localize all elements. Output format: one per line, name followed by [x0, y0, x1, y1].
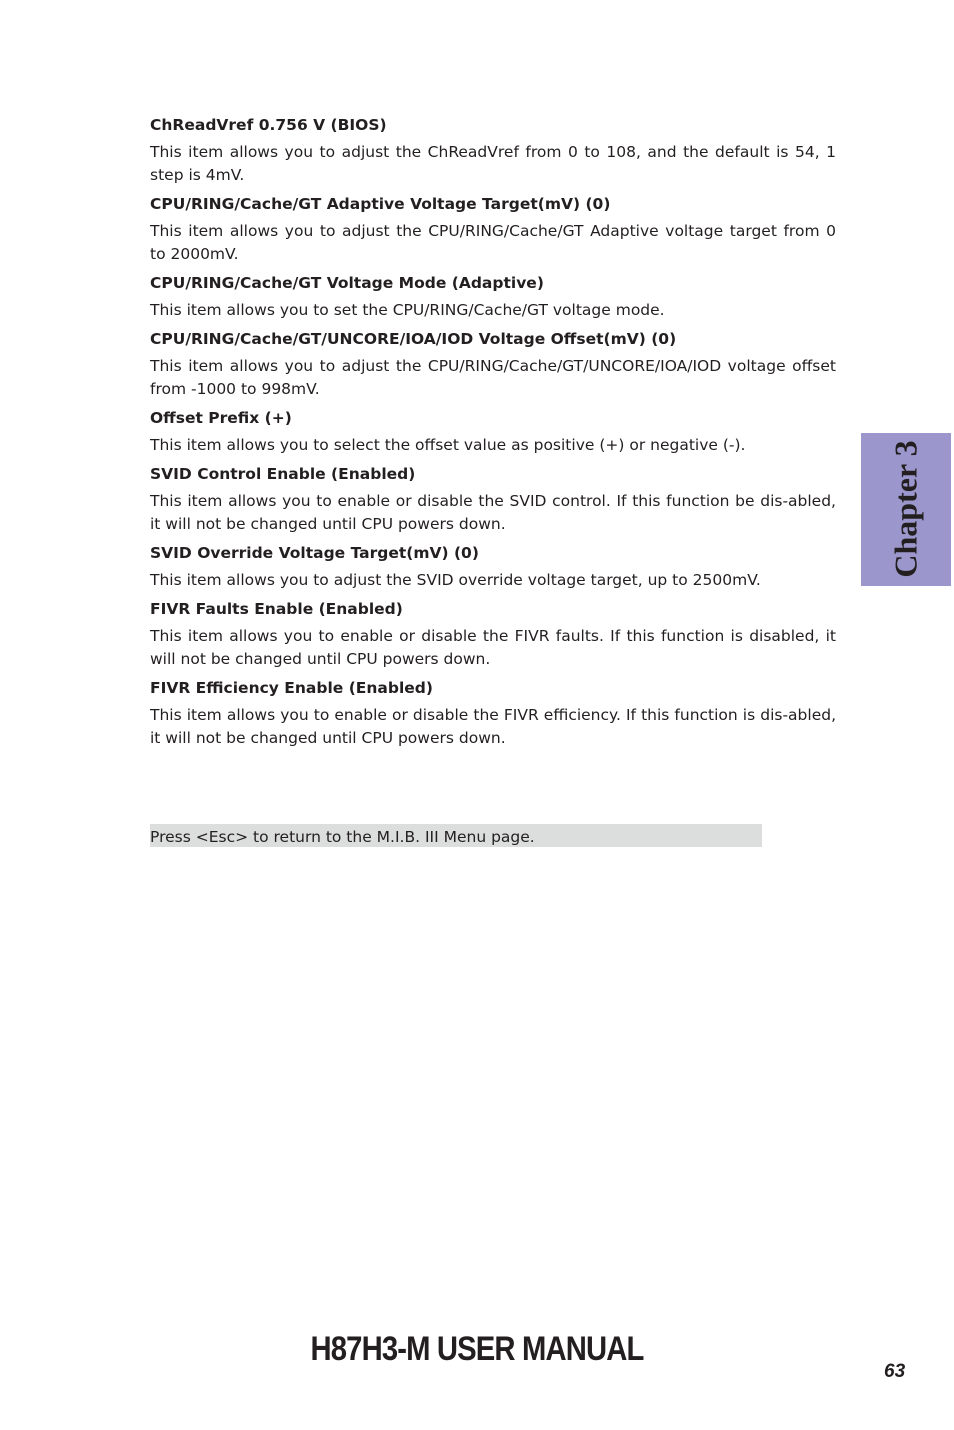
setting-item-fivr-efficiency — [150, 677, 836, 750]
setting-item-voltage-mode — [150, 272, 836, 322]
setting-title: CPU/RING/Cache/GT Adaptive Voltage Target(mV) (0) — [150, 195, 611, 213]
setting-description: This item allows you to set the CPU/RING/Cache/GT voltage mode. — [150, 301, 665, 319]
chapter-tab — [861, 433, 951, 586]
page-number: 63 — [884, 1361, 906, 1382]
setting-description: This item allows you to adjust the CPU/RING/Cache/GT Adaptive voltage target from 0 to 2000mV. — [150, 222, 836, 263]
setting-description: This item allows you to enable or disable the SVID control. If this function be dis-abled, it will not be changed until CPU powers down. — [150, 492, 836, 533]
setting-description: This item allows you to adjust the CPU/RING/Cache/GT/UNCORE/IOA/IOD voltage offset from -1000 to 998mV. — [150, 357, 836, 398]
chapter-label: Chapter 3 — [887, 440, 924, 578]
setting-title: FIVR Faults Enable (Enabled) — [150, 600, 403, 618]
setting-title: ChReadVref 0.756 V (BIOS) — [150, 116, 387, 134]
setting-description: This item allows you to select the offset value as positive (+) or negative (-). — [150, 436, 746, 454]
setting-title: SVID Control Enable (Enabled) — [150, 465, 416, 483]
setting-item-svid-override — [150, 542, 836, 592]
setting-item-svid-control — [150, 463, 836, 536]
manual-title: H87H3-M USER MANUAL — [310, 1330, 644, 1368]
setting-description: This item allows you to adjust the ChReadVref from 0 to 108, and the default is 54, 1 step is 4mV. — [150, 143, 836, 184]
esc-return-note: Press <Esc> to return to the M.I.B. III Menu page. — [150, 824, 762, 847]
setting-description: This item allows you to enable or disable the FIVR efficiency. If this function is dis-abled, it will not be changed until CPU powers down. — [150, 706, 836, 747]
setting-description: This item allows you to enable or disable the FIVR faults. If this function is disabled, it will not be changed until CPU powers down. — [150, 627, 836, 668]
setting-title: FIVR Efficiency Enable (Enabled) — [150, 679, 433, 697]
setting-item-offset-prefix — [150, 407, 836, 457]
setting-title: CPU/RING/Cache/GT/UNCORE/IOA/IOD Voltage Offset(mV) (0) — [150, 330, 677, 348]
setting-title: SVID Override Voltage Target(mV) (0) — [150, 544, 479, 562]
setting-item-voltage-offset — [150, 328, 836, 401]
setting-item-fivr-faults — [150, 598, 836, 671]
settings-description-list — [150, 114, 836, 756]
setting-description: This item allows you to adjust the SVID override voltage target, up to 2500mV. — [150, 571, 761, 589]
setting-title: Offset Prefix (+) — [150, 409, 292, 427]
setting-title: CPU/RING/Cache/GT Voltage Mode (Adaptive) — [150, 274, 544, 292]
setting-item-adaptive-voltage-target — [150, 193, 836, 266]
setting-item-chreadvref — [150, 114, 836, 187]
